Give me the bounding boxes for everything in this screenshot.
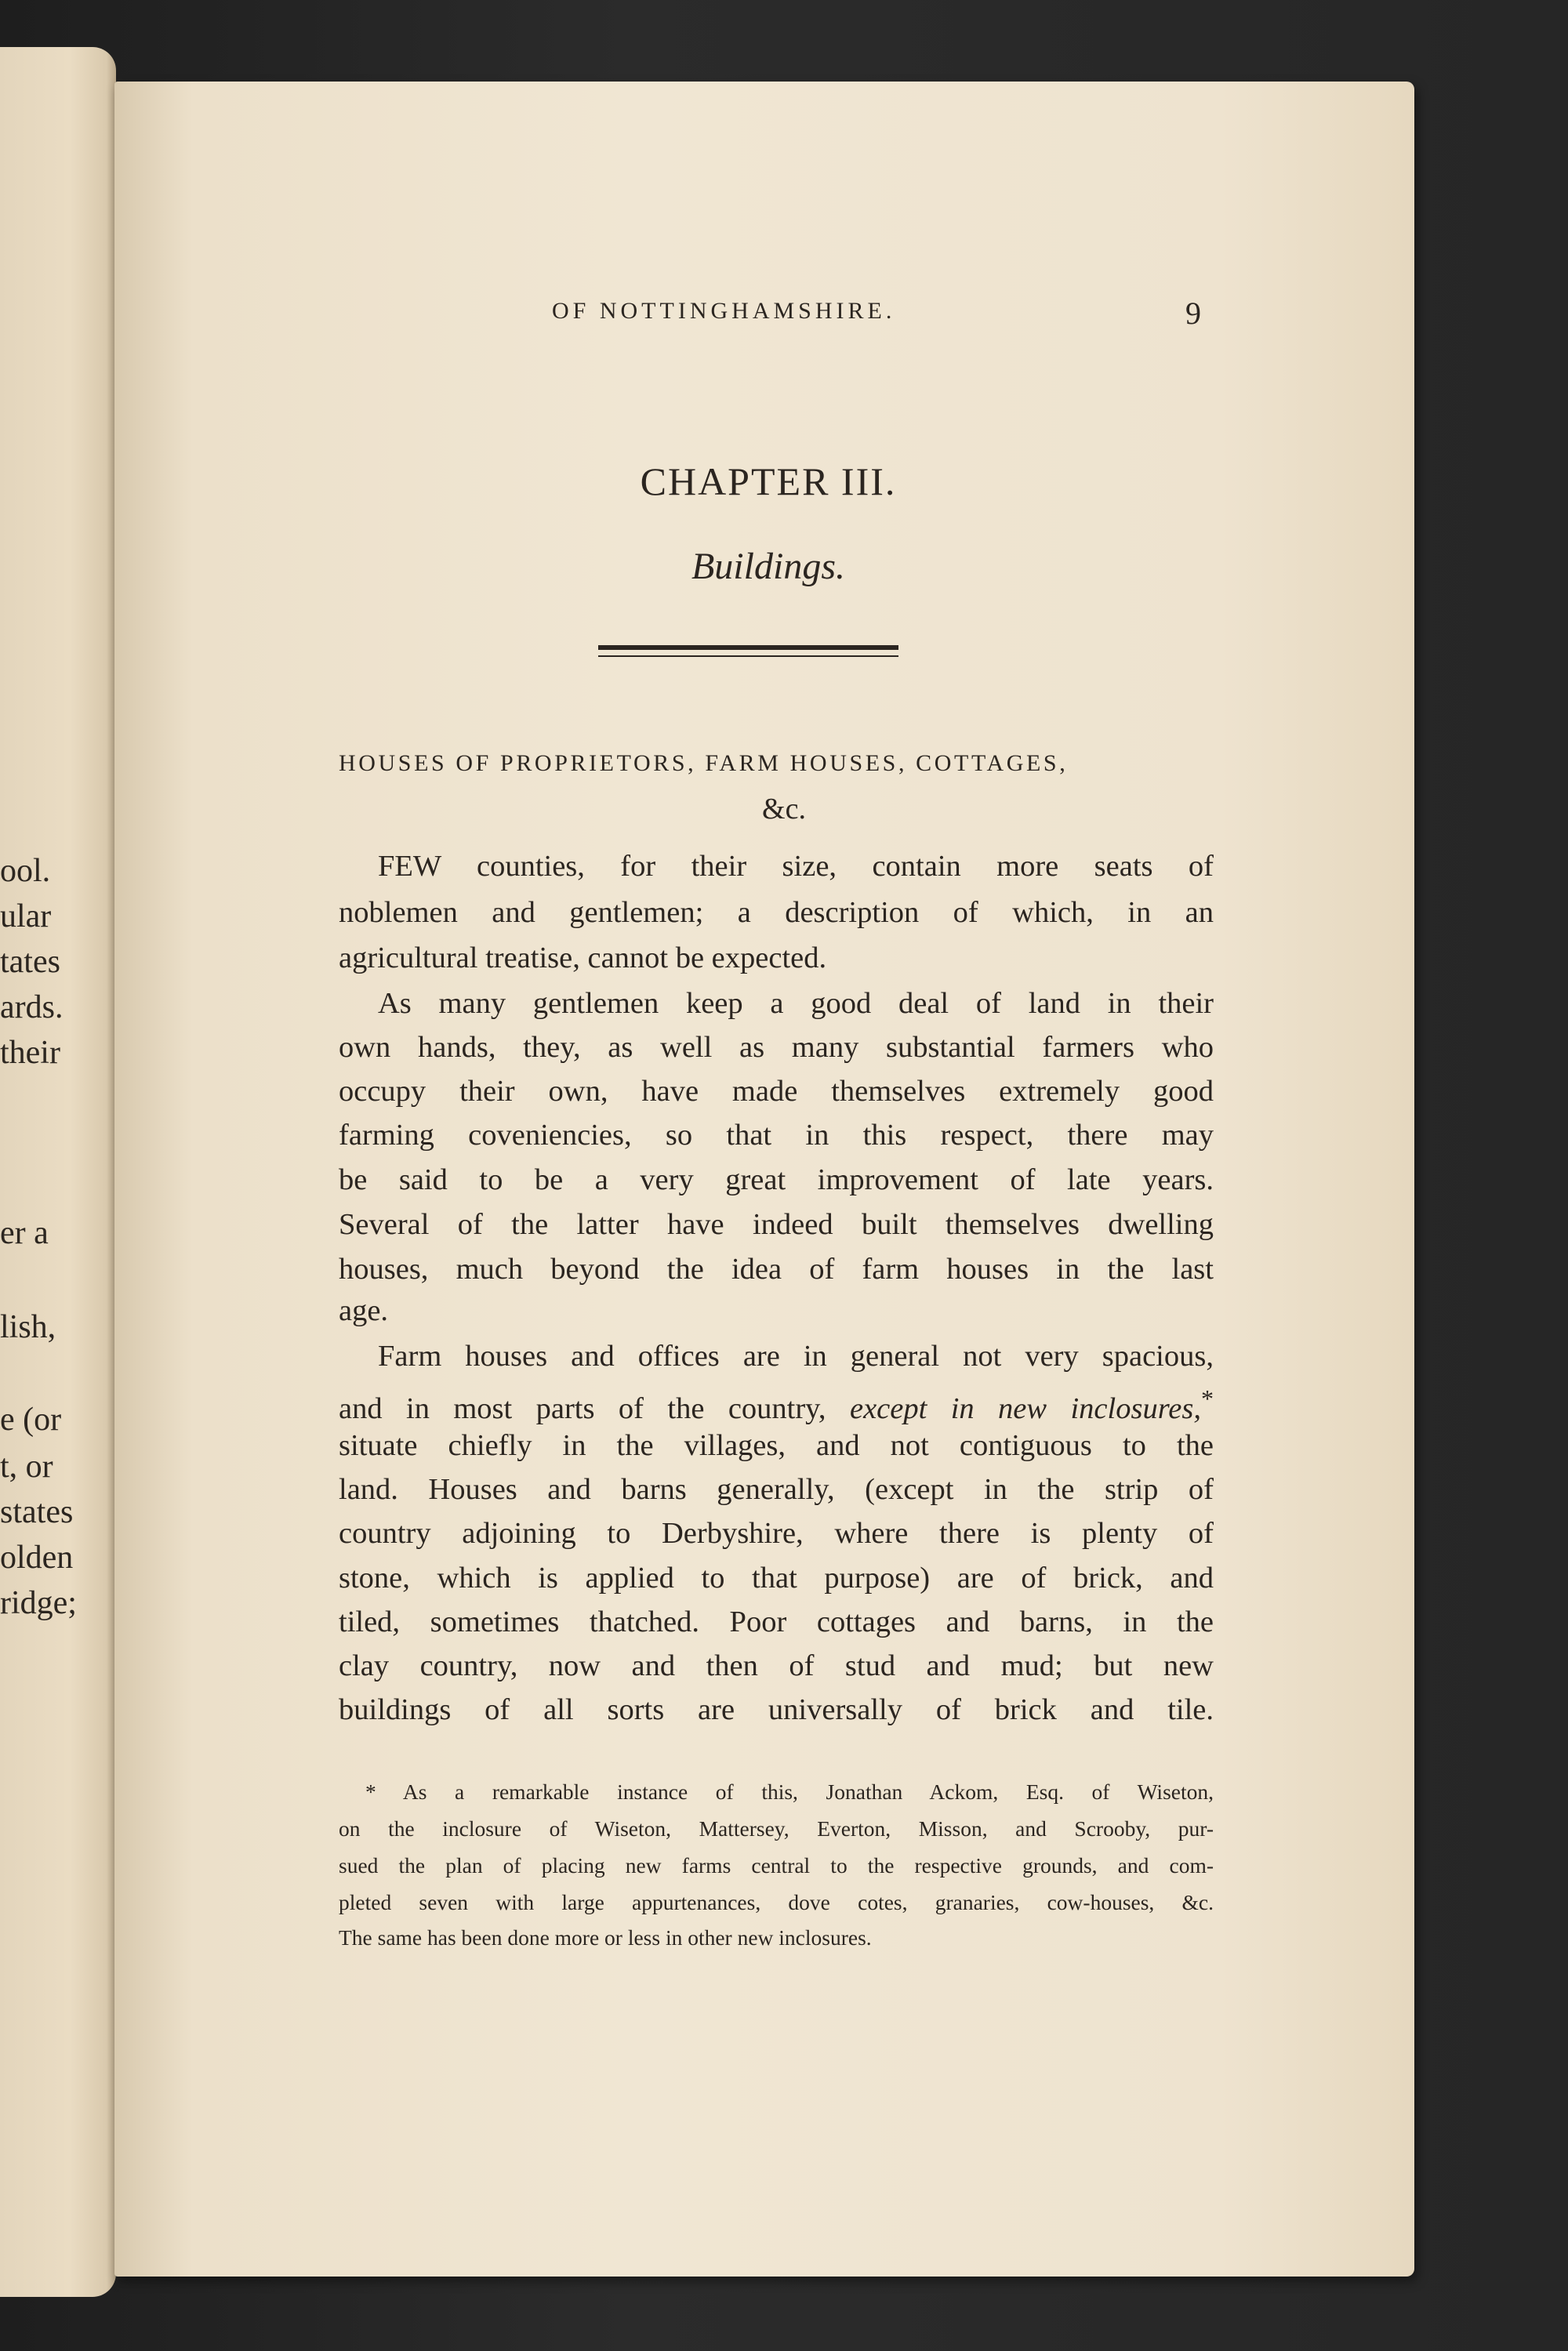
left-page-fragment: tates [0,944,60,980]
left-page-fragment: ular [0,898,52,934]
paragraph-3-line: buildings of all sorts are universally of brick and tile. [339,1693,1214,1726]
paragraph-2-line: be said to be a very great improvement of late years. [339,1163,1214,1196]
section-title: Buildings. [691,546,845,587]
paragraph-3-line: Farm houses and offices are in general not very spacious, [378,1340,1214,1373]
footnote-line: on the inclosure of Wiseton, Mattersey, Everton, Misson, and Scrooby, pur- [339,1816,1214,1841]
left-page-fragment: ool. [0,853,51,889]
paragraph-2-line: farming coveniencies, so that in this respect, there may [339,1119,1214,1152]
paragraph-3-line: country adjoining to Derbyshire, where there is plenty of [339,1517,1214,1550]
paragraph-2-line: own hands, they, as well as many substantial farmers who [339,1031,1214,1064]
paragraph-3-line: tiled, sometimes thatched. Poor cottages and barns, in the [339,1605,1214,1638]
running-head: OF NOTTINGHAMSHIRE. [552,298,896,324]
left-page-fragment: e (or [0,1402,62,1438]
left-page-fragment: ridge; [0,1585,77,1621]
left-page-fragment: ards. [0,989,64,1025]
left-page-fragment: olden [0,1540,74,1576]
paragraph-1-line: noblemen and gentlemen; a description of which, in an [339,896,1214,929]
paragraph-3-italic-phrase: except in new inclosures, [849,1391,1201,1425]
left-page-edge [0,47,116,2297]
ornamental-rule-thick [598,645,898,650]
left-page-fragment: t, or [0,1449,53,1485]
paragraph-2-line: As many gentlemen keep a good deal of land in their [378,987,1214,1020]
paragraph-3-line: land. Houses and barns generally, (except in the strip of [339,1473,1214,1506]
paragraph-3-line: situate chiefly in the villages, and not contiguous to the [339,1429,1214,1462]
footnote-line: The same has been done more or less in other new inclosures. [339,1925,872,1950]
paragraph-2-line: occupy their own, have made themselves extremely good [339,1075,1214,1108]
paragraph-2-line: Several of the latter have indeed built themselves dwelling [339,1208,1214,1241]
footnote-line: pleted seven with large appurtenances, dove cotes, granaries, cow-houses, &c. [339,1890,1214,1914]
left-page-fragment: er a [0,1215,49,1251]
paragraph-3-line: stone, which is applied to that purpose) are of brick, and [339,1562,1214,1595]
paragraph-3-line-2 [339,1384,1214,1426]
subheading-continuation: &c. [762,793,806,825]
left-page-fragment: their [0,1035,60,1071]
page-number: 9 [1185,296,1201,331]
footnote-marker: * [1200,1384,1214,1413]
chapter-title: CHAPTER III. [640,459,897,503]
paragraph-2-line: houses, much beyond the idea of farm houses in the last [339,1253,1214,1286]
paragraph-3-line-2-text: and in most parts of the country, [339,1391,826,1425]
left-page-fragment: states [0,1494,74,1530]
paragraph-2-line: age. [339,1294,389,1327]
paragraph-3-line: clay country, now and then of stud and mud; but new [339,1649,1214,1682]
subheading: HOUSES OF PROPRIETORS, FARM HOUSES, COTTAGES, [339,750,1069,776]
footnote-line: sued the plan of placing new farms central to the respective grounds, and com- [339,1853,1214,1878]
paragraph-1-line: agricultural treatise, cannot be expected. [339,941,827,974]
ornamental-rule-thin [598,655,898,657]
left-page-fragment: lish, [0,1309,56,1345]
footnote-line: * As a remarkable instance of this, Jonathan Ackom, Esq. of Wiseton, [365,1780,1214,1804]
paragraph-1-line: FEW counties, for their size, contain more seats of [378,850,1214,883]
